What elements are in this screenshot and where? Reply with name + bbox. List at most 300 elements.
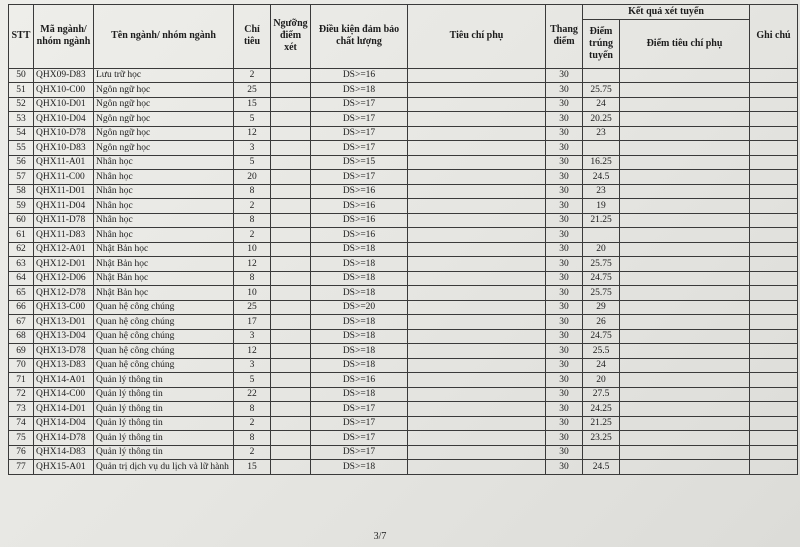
cell-diem-tieu-chi-phu	[620, 112, 750, 127]
cell-thang-diem: 30	[546, 387, 583, 402]
cell-chi-tieu: 8	[234, 184, 271, 199]
cell-nguong-diem-xet	[271, 387, 311, 402]
cell-dieu-kien: DS>=18	[311, 344, 408, 359]
header-stt: STT	[9, 5, 34, 69]
cell-diem-tieu-chi-phu	[620, 213, 750, 228]
table-row	[9, 126, 798, 141]
cell-diem-tieu-chi-phu	[620, 329, 750, 344]
cell-tieu-chi-phu	[408, 155, 546, 170]
cell-nguong-diem-xet	[271, 344, 311, 359]
cell-diem-trung-tuyen: 24.75	[583, 329, 620, 344]
cell-ten-nganh: Nhân học	[94, 184, 234, 199]
cell-diem-tieu-chi-phu	[620, 445, 750, 460]
cell-dieu-kien: DS>=18	[311, 329, 408, 344]
cell-ghi-chu	[750, 199, 798, 214]
header-dieu-kien: Điều kiện đảm bảo chất lượng	[311, 5, 408, 69]
cell-tieu-chi-phu	[408, 358, 546, 373]
cell-chi-tieu: 2	[234, 199, 271, 214]
cell-nguong-diem-xet	[271, 315, 311, 330]
cell-chi-tieu: 25	[234, 83, 271, 98]
cell-tieu-chi-phu	[408, 199, 546, 214]
cell-tieu-chi-phu	[408, 329, 546, 344]
cell-ten-nganh: Nhân học	[94, 213, 234, 228]
cell-ten-nganh: Ngôn ngữ học	[94, 112, 234, 127]
table-row	[9, 68, 798, 83]
cell-dieu-kien: DS>=17	[311, 445, 408, 460]
table-row	[9, 344, 798, 359]
cell-diem-tieu-chi-phu	[620, 199, 750, 214]
cell-tieu-chi-phu	[408, 315, 546, 330]
cell-ten-nganh: Quan hệ công chúng	[94, 315, 234, 330]
cell-diem-trung-tuyen	[583, 228, 620, 243]
cell-thang-diem: 30	[546, 242, 583, 257]
cell-ten-nganh: Quản lý thông tin	[94, 416, 234, 431]
cell-diem-tieu-chi-phu	[620, 431, 750, 446]
cell-ghi-chu	[750, 257, 798, 272]
table-row	[9, 112, 798, 127]
table-row	[9, 170, 798, 185]
cell-tieu-chi-phu	[408, 445, 546, 460]
cell-ten-nganh: Quản lý thông tin	[94, 445, 234, 460]
cell-nguong-diem-xet	[271, 257, 311, 272]
cell-diem-trung-tuyen: 23	[583, 126, 620, 141]
cell-ten-nganh: Quản lý thông tin	[94, 387, 234, 402]
cell-ma-nganh: QHX10-C00	[34, 83, 94, 98]
table-row	[9, 213, 798, 228]
cell-chi-tieu: 20	[234, 170, 271, 185]
cell-ten-nganh: Quan hệ công chúng	[94, 300, 234, 315]
cell-thang-diem: 30	[546, 83, 583, 98]
cell-nguong-diem-xet	[271, 416, 311, 431]
table-row	[9, 387, 798, 402]
cell-chi-tieu: 2	[234, 416, 271, 431]
cell-ma-nganh: QHX14-D04	[34, 416, 94, 431]
cell-ghi-chu	[750, 213, 798, 228]
cell-dieu-kien: DS>=16	[311, 68, 408, 83]
cell-diem-trung-tuyen: 25.75	[583, 257, 620, 272]
cell-diem-trung-tuyen	[583, 68, 620, 83]
cell-dieu-kien: DS>=18	[311, 358, 408, 373]
table-row	[9, 97, 798, 112]
cell-diem-trung-tuyen: 24.5	[583, 170, 620, 185]
cell-nguong-diem-xet	[271, 83, 311, 98]
cell-dieu-kien: DS>=18	[311, 271, 408, 286]
header-ten-nganh: Tên ngành/ nhóm ngành	[94, 5, 234, 69]
cell-ma-nganh: QHX13-C00	[34, 300, 94, 315]
cell-chi-tieu: 2	[234, 228, 271, 243]
cell-ghi-chu	[750, 315, 798, 330]
cell-dieu-kien: DS>=18	[311, 315, 408, 330]
cell-ma-nganh: QHX15-A01	[34, 460, 94, 475]
cell-ten-nganh: Nhật Bản học	[94, 242, 234, 257]
cell-chi-tieu: 3	[234, 358, 271, 373]
cell-tieu-chi-phu	[408, 431, 546, 446]
cell-ma-nganh: QHX10-D01	[34, 97, 94, 112]
cell-diem-trung-tuyen: 26	[583, 315, 620, 330]
header-tieu-chi-phu: Tiêu chí phụ	[408, 5, 546, 69]
cell-chi-tieu: 15	[234, 460, 271, 475]
cell-thang-diem: 30	[546, 402, 583, 417]
cell-diem-tieu-chi-phu	[620, 271, 750, 286]
cell-diem-tieu-chi-phu	[620, 242, 750, 257]
table-row	[9, 315, 798, 330]
cell-diem-tieu-chi-phu	[620, 83, 750, 98]
cell-ten-nganh: Nhân học	[94, 170, 234, 185]
cell-ghi-chu	[750, 344, 798, 359]
cell-dieu-kien: DS>=17	[311, 416, 408, 431]
cell-diem-tieu-chi-phu	[620, 402, 750, 417]
cell-nguong-diem-xet	[271, 431, 311, 446]
cell-stt: 65	[9, 286, 34, 301]
cell-tieu-chi-phu	[408, 300, 546, 315]
cell-dieu-kien: DS>=16	[311, 213, 408, 228]
cell-diem-trung-tuyen: 20	[583, 242, 620, 257]
cell-tieu-chi-phu	[408, 373, 546, 388]
cell-thang-diem: 30	[546, 68, 583, 83]
cell-stt: 62	[9, 242, 34, 257]
cell-stt: 75	[9, 431, 34, 446]
cell-stt: 77	[9, 460, 34, 475]
cell-tieu-chi-phu	[408, 271, 546, 286]
cell-ma-nganh: QHX10-D83	[34, 141, 94, 156]
header-ket-qua-xet-tuyen: Kết quả xét tuyển	[583, 5, 750, 20]
cell-nguong-diem-xet	[271, 112, 311, 127]
cell-nguong-diem-xet	[271, 141, 311, 156]
table-row	[9, 242, 798, 257]
cell-ten-nganh: Ngôn ngữ học	[94, 83, 234, 98]
cell-ma-nganh: QHX11-D01	[34, 184, 94, 199]
table-row	[9, 402, 798, 417]
cell-ma-nganh: QHX12-A01	[34, 242, 94, 257]
cell-thang-diem: 30	[546, 155, 583, 170]
cell-dieu-kien: DS>=16	[311, 373, 408, 388]
cell-dieu-kien: DS>=16	[311, 184, 408, 199]
table-body	[9, 68, 798, 474]
cell-thang-diem: 30	[546, 300, 583, 315]
cell-ghi-chu	[750, 387, 798, 402]
cell-chi-tieu: 12	[234, 126, 271, 141]
header-thang-diem: Thang điểm	[546, 5, 583, 69]
cell-diem-trung-tuyen: 23.25	[583, 431, 620, 446]
cell-stt: 69	[9, 344, 34, 359]
cell-diem-tieu-chi-phu	[620, 155, 750, 170]
cell-diem-tieu-chi-phu	[620, 170, 750, 185]
cell-ghi-chu	[750, 300, 798, 315]
cell-ghi-chu	[750, 83, 798, 98]
cell-thang-diem: 30	[546, 329, 583, 344]
header-diem-trung-tuyen: Điểm trúng tuyển	[583, 19, 620, 68]
cell-tieu-chi-phu	[408, 213, 546, 228]
cell-chi-tieu: 8	[234, 213, 271, 228]
cell-chi-tieu: 22	[234, 387, 271, 402]
table-row	[9, 329, 798, 344]
table-row	[9, 83, 798, 98]
cell-thang-diem: 30	[546, 286, 583, 301]
cell-chi-tieu: 12	[234, 344, 271, 359]
cell-chi-tieu: 12	[234, 257, 271, 272]
cell-diem-tieu-chi-phu	[620, 68, 750, 83]
cell-diem-trung-tuyen: 24.75	[583, 271, 620, 286]
cell-ma-nganh: QHX11-C00	[34, 170, 94, 185]
cell-tieu-chi-phu	[408, 68, 546, 83]
admission-results-table	[8, 4, 798, 475]
cell-ghi-chu	[750, 68, 798, 83]
cell-stt: 59	[9, 199, 34, 214]
cell-diem-tieu-chi-phu	[620, 257, 750, 272]
cell-dieu-kien: DS>=17	[311, 112, 408, 127]
cell-tieu-chi-phu	[408, 387, 546, 402]
cell-ghi-chu	[750, 170, 798, 185]
cell-diem-tieu-chi-phu	[620, 184, 750, 199]
cell-chi-tieu: 8	[234, 271, 271, 286]
cell-thang-diem: 30	[546, 344, 583, 359]
cell-tieu-chi-phu	[408, 416, 546, 431]
cell-stt: 70	[9, 358, 34, 373]
cell-ghi-chu	[750, 184, 798, 199]
cell-tieu-chi-phu	[408, 141, 546, 156]
table-row	[9, 271, 798, 286]
cell-ma-nganh: QHX14-D78	[34, 431, 94, 446]
table-row	[9, 445, 798, 460]
cell-diem-trung-tuyen: 21.25	[583, 416, 620, 431]
cell-thang-diem: 30	[546, 373, 583, 388]
cell-ten-nganh: Nhân học	[94, 228, 234, 243]
cell-thang-diem: 30	[546, 431, 583, 446]
cell-ten-nganh: Quan hệ công chúng	[94, 344, 234, 359]
cell-nguong-diem-xet	[271, 460, 311, 475]
cell-thang-diem: 30	[546, 170, 583, 185]
cell-diem-trung-tuyen: 21.25	[583, 213, 620, 228]
cell-diem-trung-tuyen: 23	[583, 184, 620, 199]
cell-chi-tieu: 5	[234, 373, 271, 388]
cell-ma-nganh: QHX11-D78	[34, 213, 94, 228]
cell-tieu-chi-phu	[408, 228, 546, 243]
cell-diem-trung-tuyen: 27.5	[583, 387, 620, 402]
cell-ten-nganh: Nhật Bản học	[94, 257, 234, 272]
header-chi-tieu: Chỉ tiêu	[234, 5, 271, 69]
cell-stt: 66	[9, 300, 34, 315]
cell-ten-nganh: Nhân học	[94, 199, 234, 214]
cell-dieu-kien: DS>=17	[311, 141, 408, 156]
cell-ma-nganh: QHX12-D01	[34, 257, 94, 272]
cell-dieu-kien: DS>=18	[311, 387, 408, 402]
table-row	[9, 184, 798, 199]
cell-nguong-diem-xet	[271, 68, 311, 83]
cell-nguong-diem-xet	[271, 184, 311, 199]
header-diem-tieu-chi-phu: Điểm tiêu chí phụ	[620, 19, 750, 68]
cell-nguong-diem-xet	[271, 445, 311, 460]
cell-ghi-chu	[750, 242, 798, 257]
table-row	[9, 286, 798, 301]
cell-dieu-kien: DS>=17	[311, 170, 408, 185]
cell-chi-tieu: 5	[234, 155, 271, 170]
cell-nguong-diem-xet	[271, 170, 311, 185]
cell-ma-nganh: QHX13-D01	[34, 315, 94, 330]
cell-diem-tieu-chi-phu	[620, 300, 750, 315]
cell-thang-diem: 30	[546, 315, 583, 330]
cell-thang-diem: 30	[546, 358, 583, 373]
cell-dieu-kien: DS>=17	[311, 126, 408, 141]
table-row	[9, 300, 798, 315]
cell-stt: 68	[9, 329, 34, 344]
cell-nguong-diem-xet	[271, 213, 311, 228]
cell-diem-tieu-chi-phu	[620, 344, 750, 359]
cell-ghi-chu	[750, 271, 798, 286]
cell-ghi-chu	[750, 97, 798, 112]
table-row	[9, 228, 798, 243]
cell-stt: 57	[9, 170, 34, 185]
cell-dieu-kien: DS>=17	[311, 97, 408, 112]
table-row	[9, 257, 798, 272]
cell-stt: 72	[9, 387, 34, 402]
cell-nguong-diem-xet	[271, 228, 311, 243]
cell-diem-trung-tuyen: 25.5	[583, 344, 620, 359]
cell-thang-diem: 30	[546, 199, 583, 214]
cell-diem-tieu-chi-phu	[620, 228, 750, 243]
cell-nguong-diem-xet	[271, 373, 311, 388]
cell-diem-tieu-chi-phu	[620, 126, 750, 141]
cell-dieu-kien: DS>=18	[311, 286, 408, 301]
cell-chi-tieu: 5	[234, 112, 271, 127]
cell-nguong-diem-xet	[271, 300, 311, 315]
cell-diem-trung-tuyen: 29	[583, 300, 620, 315]
cell-diem-trung-tuyen: 25.75	[583, 83, 620, 98]
cell-ghi-chu	[750, 373, 798, 388]
cell-ten-nganh: Quản lý thông tin	[94, 373, 234, 388]
cell-dieu-kien: DS>=15	[311, 155, 408, 170]
cell-chi-tieu: 10	[234, 286, 271, 301]
cell-ghi-chu	[750, 358, 798, 373]
table-row	[9, 199, 798, 214]
cell-ghi-chu	[750, 445, 798, 460]
cell-chi-tieu: 3	[234, 329, 271, 344]
cell-ma-nganh: QHX11-A01	[34, 155, 94, 170]
cell-ghi-chu	[750, 416, 798, 431]
cell-ten-nganh: Quản trị dịch vụ du lịch và lữ hành	[94, 460, 234, 475]
table-row	[9, 373, 798, 388]
cell-nguong-diem-xet	[271, 126, 311, 141]
cell-thang-diem: 30	[546, 112, 583, 127]
header-ghi-chu: Ghi chú	[750, 5, 798, 69]
cell-stt: 71	[9, 373, 34, 388]
cell-stt: 58	[9, 184, 34, 199]
cell-thang-diem: 30	[546, 184, 583, 199]
cell-chi-tieu: 8	[234, 402, 271, 417]
cell-tieu-chi-phu	[408, 83, 546, 98]
cell-tieu-chi-phu	[408, 257, 546, 272]
cell-ma-nganh: QHX14-C00	[34, 387, 94, 402]
cell-thang-diem: 30	[546, 141, 583, 156]
cell-thang-diem: 30	[546, 97, 583, 112]
cell-chi-tieu: 17	[234, 315, 271, 330]
cell-stt: 50	[9, 68, 34, 83]
cell-nguong-diem-xet	[271, 242, 311, 257]
cell-dieu-kien: DS>=18	[311, 257, 408, 272]
cell-tieu-chi-phu	[408, 344, 546, 359]
cell-ten-nganh: Ngôn ngữ học	[94, 141, 234, 156]
cell-tieu-chi-phu	[408, 112, 546, 127]
cell-ghi-chu	[750, 402, 798, 417]
cell-stt: 73	[9, 402, 34, 417]
cell-nguong-diem-xet	[271, 402, 311, 417]
cell-ma-nganh: QHX11-D83	[34, 228, 94, 243]
cell-thang-diem: 30	[546, 445, 583, 460]
cell-thang-diem: 30	[546, 213, 583, 228]
cell-diem-tieu-chi-phu	[620, 141, 750, 156]
cell-tieu-chi-phu	[408, 97, 546, 112]
cell-ten-nganh: Nhân học	[94, 155, 234, 170]
cell-diem-trung-tuyen: 20.25	[583, 112, 620, 127]
cell-nguong-diem-xet	[271, 97, 311, 112]
cell-stt: 51	[9, 83, 34, 98]
cell-dieu-kien: DS>=16	[311, 228, 408, 243]
cell-tieu-chi-phu	[408, 126, 546, 141]
cell-diem-tieu-chi-phu	[620, 358, 750, 373]
cell-dieu-kien: DS>=17	[311, 402, 408, 417]
page-number: 3/7	[373, 531, 387, 542]
cell-dieu-kien: DS>=17	[311, 431, 408, 446]
cell-ma-nganh: QHX10-D78	[34, 126, 94, 141]
cell-chi-tieu: 3	[234, 141, 271, 156]
cell-ten-nganh: Quan hệ công chúng	[94, 358, 234, 373]
cell-ten-nganh: Quản lý thông tin	[94, 431, 234, 446]
cell-ma-nganh: QHX11-D04	[34, 199, 94, 214]
cell-stt: 60	[9, 213, 34, 228]
cell-ghi-chu	[750, 431, 798, 446]
cell-chi-tieu: 2	[234, 445, 271, 460]
cell-ten-nganh: Quan hệ công chúng	[94, 329, 234, 344]
cell-dieu-kien: DS>=20	[311, 300, 408, 315]
cell-tieu-chi-phu	[408, 402, 546, 417]
cell-diem-trung-tuyen: 24.5	[583, 460, 620, 475]
table-row	[9, 460, 798, 475]
cell-nguong-diem-xet	[271, 271, 311, 286]
cell-diem-tieu-chi-phu	[620, 286, 750, 301]
cell-diem-trung-tuyen: 24.25	[583, 402, 620, 417]
cell-chi-tieu: 2	[234, 68, 271, 83]
cell-stt: 64	[9, 271, 34, 286]
cell-ma-nganh: QHX14-D83	[34, 445, 94, 460]
cell-ten-nganh: Quản lý thông tin	[94, 402, 234, 417]
cell-thang-diem: 30	[546, 416, 583, 431]
cell-ma-nganh: QHX12-D78	[34, 286, 94, 301]
header-nguong-diem-xet: Ngưỡng điểm xét	[271, 5, 311, 69]
cell-ma-nganh: QHX13-D78	[34, 344, 94, 359]
cell-stt: 54	[9, 126, 34, 141]
cell-stt: 56	[9, 155, 34, 170]
cell-dieu-kien: DS>=18	[311, 242, 408, 257]
cell-thang-diem: 30	[546, 271, 583, 286]
cell-tieu-chi-phu	[408, 286, 546, 301]
cell-diem-trung-tuyen	[583, 445, 620, 460]
cell-thang-diem: 30	[546, 126, 583, 141]
cell-stt: 67	[9, 315, 34, 330]
cell-stt: 53	[9, 112, 34, 127]
table-row	[9, 358, 798, 373]
cell-ten-nganh: Lưu trữ học	[94, 68, 234, 83]
cell-ten-nganh: Nhật Bản học	[94, 286, 234, 301]
cell-ma-nganh: QHX09-D83	[34, 68, 94, 83]
cell-diem-tieu-chi-phu	[620, 97, 750, 112]
cell-thang-diem: 30	[546, 257, 583, 272]
cell-ghi-chu	[750, 155, 798, 170]
cell-nguong-diem-xet	[271, 155, 311, 170]
cell-ghi-chu	[750, 286, 798, 301]
cell-dieu-kien: DS>=18	[311, 83, 408, 98]
cell-ghi-chu	[750, 460, 798, 475]
cell-nguong-diem-xet	[271, 286, 311, 301]
cell-ghi-chu	[750, 141, 798, 156]
